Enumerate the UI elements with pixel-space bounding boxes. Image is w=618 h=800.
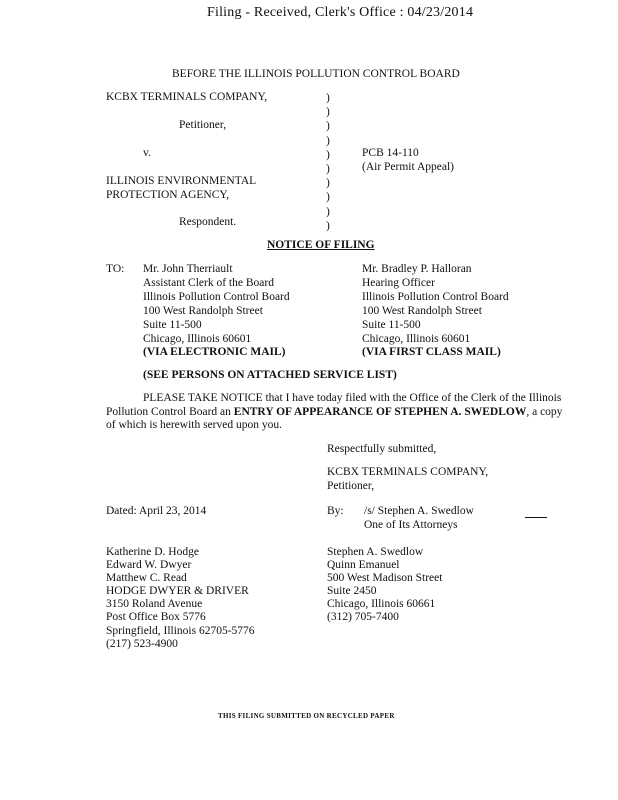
recipient-left-suite: Suite 11-500: [143, 319, 202, 331]
notice-title: NOTICE OF FILING: [267, 239, 375, 251]
filing-stamp-header: Filing - Received, Clerk's Office : 04/23/2014: [207, 5, 474, 20]
respondent-name-line2: PROTECTION AGENCY,: [106, 189, 230, 201]
counsel-left-line: Katherine D. Hodge: [106, 546, 199, 558]
counsel-right-line: Quinn Emanuel: [327, 559, 400, 571]
to-label: TO:: [106, 263, 125, 275]
recipient-right-name: Mr. Bradley P. Halloran: [362, 263, 472, 275]
recipient-left-name: Mr. John Therriault: [143, 263, 233, 275]
counsel-right-line: Suite 2450: [327, 585, 377, 597]
petitioner-role: Petitioner,: [179, 119, 227, 131]
recipient-left-method: (VIA ELECTRONIC MAIL): [143, 346, 286, 358]
recipient-right-title: Hearing Officer: [362, 277, 435, 289]
counsel-right-line: (312) 705-7400: [327, 611, 399, 623]
respondent-name-line1: ILLINOIS ENVIRONMENTAL: [106, 175, 257, 187]
recipient-right-org: Illinois Pollution Control Board: [362, 291, 509, 303]
counsel-left-line: (217) 523-4900: [106, 638, 178, 650]
service-list-note: (SEE PERSONS ON ATTACHED SERVICE LIST): [143, 369, 397, 381]
respectfully-submitted: Respectfully submitted,: [327, 443, 437, 455]
by-label: By:: [327, 505, 344, 517]
closing-role: Petitioner,: [327, 480, 375, 492]
recipient-left-org: Illinois Pollution Control Board: [143, 291, 290, 303]
case-type: (Air Permit Appeal): [362, 161, 454, 173]
caption-parentheses: ) ) ) ) ) ) ) ) ) ): [326, 92, 330, 232]
signature: /s/ Stephen A. Swedlow: [364, 505, 474, 517]
counsel-right-line: Chicago, Illinois 60661: [327, 598, 436, 610]
recipient-right-street: 100 West Randolph Street: [362, 305, 482, 317]
versus-label: v.: [143, 147, 151, 159]
closing-company: KCBX TERMINALS COMPANY,: [327, 466, 489, 478]
counsel-right-line: 500 West Madison Street: [327, 572, 443, 584]
counsel-right-line: Stephen A. Swedlow: [327, 546, 424, 558]
counsel-left-line: Springfield, Illinois 62705-5776: [106, 625, 255, 637]
signature-line: [525, 517, 547, 518]
recycled-paper-footer: THIS FILING SUBMITTED ON RECYCLED PAPER: [218, 712, 395, 720]
recipient-left-city: Chicago, Illinois 60601: [143, 333, 252, 345]
petitioner-name: KCBX TERMINALS COMPANY,: [106, 91, 268, 103]
board-title: BEFORE THE ILLINOIS POLLUTION CONTROL BOARD: [172, 68, 460, 80]
recipient-right-city: Chicago, Illinois 60601: [362, 333, 471, 345]
recipient-right-method: (VIA FIRST CLASS MAIL): [362, 346, 501, 358]
dated-line: Dated: April 23, 2014: [106, 505, 207, 517]
counsel-left-line: Post Office Box 5776: [106, 611, 206, 623]
recipient-left-title: Assistant Clerk of the Board: [143, 277, 274, 289]
respondent-role: Respondent.: [179, 216, 237, 228]
counsel-left-line: Edward W. Dwyer: [106, 559, 192, 571]
case-number: PCB 14-110: [362, 147, 419, 159]
recipient-right-suite: Suite 11-500: [362, 319, 421, 331]
counsel-left-line: 3150 Roland Avenue: [106, 598, 203, 610]
notice-body: PLEASE TAKE NOTICE that I have today filed with the Office of the Clerk of the Illinois Pollution Control Board an ENTRY OF APPEARANCE OF STEPHEN A. SWEDLOW, a copy of which is herewith served upon you.: [106, 392, 563, 431]
counsel-left-line: HODGE DWYER & DRIVER: [106, 585, 249, 597]
recipient-left-street: 100 West Randolph Street: [143, 305, 263, 317]
counsel-left-line: Matthew C. Read: [106, 572, 187, 584]
one-of-its-attorneys: One of Its Attorneys: [364, 519, 458, 531]
